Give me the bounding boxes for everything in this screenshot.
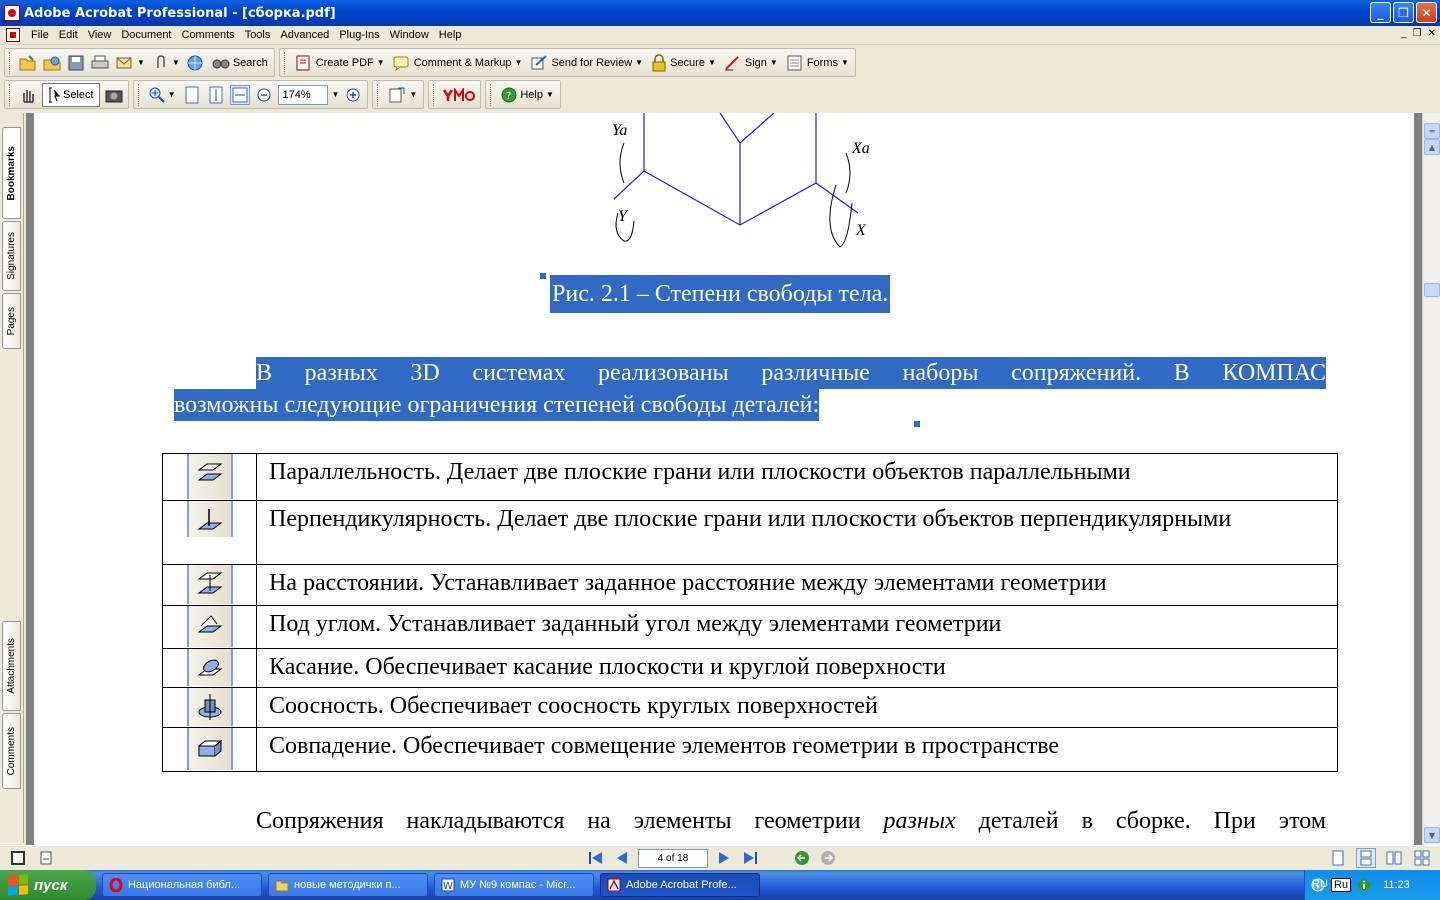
send-review-label: Send for Review (551, 56, 633, 69)
document-icon[interactable] (6, 28, 20, 42)
constraint-text: Перпендикулярность. Делает две плоские грани или плоскости объектов перпендикулярными (257, 501, 1338, 565)
start-button[interactable] (0, 870, 96, 900)
label-y: Y (618, 208, 627, 225)
menu-document[interactable]: Document (121, 29, 172, 41)
scroll-thumb[interactable] (1424, 283, 1440, 297)
doc-restore-button[interactable]: ❐ (1412, 28, 1422, 39)
menu-advanced[interactable]: Advanced (280, 29, 330, 41)
keyboard-language[interactable]: RU (1312, 878, 1328, 890)
navigation-pane-toggle-icon[interactable] (8, 848, 28, 868)
start-label: пуск (34, 876, 68, 894)
menu-plugins[interactable]: Plug-Ins (339, 29, 380, 41)
icon-cell (163, 501, 257, 565)
toolbar-grip[interactable] (433, 84, 436, 106)
close-button[interactable]: ✕ (1416, 2, 1437, 23)
window-titlebar (0, 0, 1440, 26)
tangent-icon (187, 649, 233, 686)
mates-text-a: Сопряжения накладываются на элементы геометрии (256, 808, 884, 834)
tab-bookmarks[interactable] (2, 127, 21, 219)
first-page-icon[interactable] (586, 848, 606, 868)
scroll-down-arrow[interactable]: ▼ (1424, 827, 1440, 843)
restore-button[interactable]: ❐ (1393, 2, 1414, 23)
selection-start-marker[interactable] (540, 273, 546, 279)
doc-minimize-button[interactable]: _ (1401, 28, 1407, 39)
create-pdf-label: Create PDF (315, 56, 374, 69)
yahoo-icon[interactable] (442, 85, 476, 105)
tab-signatures-label: Signatures (6, 232, 17, 280)
toolbar-grip[interactable] (377, 84, 380, 106)
status-bar (0, 845, 1440, 870)
search-label: Search (232, 56, 268, 69)
angle-icon (187, 606, 233, 647)
single-page-icon[interactable] (1328, 848, 1348, 868)
language-indicator[interactable]: Ru (1331, 878, 1351, 892)
perpendicular-icon (187, 501, 233, 537)
constraint-text: Параллельность. Делает две плоские грани или плоскости объектов параллельными (257, 454, 1338, 501)
send-review-button[interactable]: Send for Review ▼ (528, 51, 645, 75)
acrobat-app-icon (4, 5, 20, 21)
coaxial-icon (187, 688, 233, 726)
next-view-icon[interactable] (818, 848, 838, 868)
fit-width-icon[interactable] (230, 85, 250, 105)
comment-markup-label: Comment & Markup (413, 56, 512, 69)
rotate-toolbar-group (372, 80, 424, 109)
zoom-dropdown-arrow[interactable]: ▼ (331, 90, 340, 99)
folder-icon (275, 878, 289, 892)
help-button[interactable]: ? Help ▼ (499, 83, 556, 107)
intro-line-2: возможны следующие ограничения степеней свободы деталей: (174, 389, 819, 421)
icon-cell (163, 688, 257, 728)
info-tray-icon[interactable] (1357, 875, 1371, 895)
tab-attachments[interactable] (2, 621, 21, 711)
degrees-of-freedom-figure (594, 113, 914, 263)
actual-size-icon[interactable] (182, 85, 202, 105)
forms-button[interactable]: Forms ▼ (784, 51, 851, 75)
minimize-button[interactable]: _ (1370, 2, 1391, 23)
label-ya: Ya (612, 122, 628, 139)
windows-taskbar (0, 870, 1440, 900)
previous-view-icon[interactable] (792, 848, 812, 868)
mates-paragraph[interactable] (256, 805, 1326, 837)
windows-logo-icon (8, 874, 28, 896)
basic-toolbar-group (4, 80, 129, 109)
svg-text:W: W (443, 881, 453, 892)
select-tool-button[interactable] (42, 83, 100, 107)
constraint-text: На расстоянии. Устанавливает заданное расстояние между элементами геометрии (257, 565, 1338, 606)
document-viewport[interactable] (26, 113, 1422, 845)
next-page-icon[interactable] (714, 848, 734, 868)
tab-comments[interactable] (2, 713, 21, 789)
facing-icon[interactable] (1384, 848, 1404, 868)
icon-cell (163, 606, 257, 649)
scroll-up-arrow[interactable]: ▲ (1424, 139, 1440, 155)
label-xa: Xa (852, 140, 870, 157)
constraint-text: Совпадение. Обеспечивает совмещение элементов геометрии в пространстве (257, 728, 1338, 772)
icon-cell (163, 649, 257, 688)
toolbar-file (0, 47, 1440, 78)
toolbar-grip[interactable] (9, 84, 12, 106)
continuous-icon[interactable] (1356, 848, 1376, 868)
intro-line-1: В разных 3D системах реализованы различные наборы сопряжений. В КОМПАС (174, 357, 1326, 389)
split-handle[interactable]: ═ (1424, 123, 1440, 139)
table-row (163, 454, 1338, 501)
menu-edit[interactable]: Edit (58, 29, 78, 41)
zoom-toolbar-group (133, 80, 369, 109)
clock: 11:23 (1383, 879, 1410, 891)
organizer-icon[interactable] (42, 53, 62, 73)
last-page-icon[interactable] (740, 848, 760, 868)
search-button[interactable] (210, 51, 270, 75)
fit-page-icon[interactable] (206, 85, 226, 105)
constraints-table (162, 453, 1338, 772)
constraint-text: Соосность. Обеспечивает соосность круглых поверхностей (257, 688, 1338, 728)
sign-button[interactable]: Sign ▼ (722, 51, 780, 75)
taskbar-item-label: МУ №9 компас - Micr... (460, 879, 576, 891)
save-icon[interactable] (66, 53, 86, 73)
mates-text-b: деталей в сборке. При этом (955, 808, 1327, 834)
select-label: Select (63, 88, 94, 101)
table-row (163, 606, 1338, 649)
tasks-toolbar-group (279, 48, 856, 77)
secure-button[interactable]: Secure ▼ (649, 51, 718, 75)
menu-window[interactable]: Window (389, 29, 429, 41)
page-number-field[interactable]: 4 of 18 (638, 849, 708, 868)
vertical-scrollbar[interactable] (1422, 113, 1440, 845)
acrobat-icon (607, 878, 621, 892)
previous-page-icon[interactable] (612, 848, 632, 868)
icon-cell (163, 565, 257, 606)
opera-icon (109, 878, 123, 892)
secure-label: Secure (670, 56, 705, 69)
print-icon[interactable] (90, 53, 110, 73)
menu-help[interactable]: Help (438, 29, 462, 41)
figure-caption[interactable]: Рис. 2.1 – Степени свободы тела. (550, 275, 890, 313)
web-icon[interactable] (186, 53, 206, 73)
yahoo-toolbar-group (428, 80, 481, 109)
tab-comments-label: Comments (6, 726, 17, 776)
taskbar-item-label: Adobe Acrobat Profe... (626, 879, 737, 891)
tab-pages[interactable] (2, 293, 21, 349)
help-label: Help (520, 88, 543, 101)
menu-file[interactable]: File (31, 29, 49, 41)
toolbar-grip[interactable] (138, 84, 141, 106)
taskbar-item-acrobat[interactable] (600, 873, 760, 897)
menu-view[interactable]: View (87, 29, 112, 41)
taskbar-item-label: новые методички п... (294, 879, 401, 891)
selection-end-marker[interactable] (914, 421, 920, 427)
create-pdf-button[interactable]: Create PDF ▼ (293, 51, 387, 75)
file-toolbar-group (4, 48, 275, 77)
taskbar-item-word[interactable] (434, 873, 594, 897)
mates-text-em: разных (883, 808, 956, 834)
navigation-panel (0, 113, 24, 843)
doc-close-button[interactable]: ✕ (1427, 28, 1436, 39)
tab-pages-label: Pages (6, 306, 17, 336)
taskbar-item-opera[interactable] (102, 873, 262, 897)
zoom-in-tool-button[interactable]: ▼ (147, 83, 178, 107)
table-row (163, 688, 1338, 728)
label-x: X (856, 222, 866, 239)
constraint-text: Касание. Обеспечивает касание плоскости и круглой поверхности (257, 649, 1338, 688)
snapshot-icon[interactable] (104, 85, 124, 105)
menu-comments[interactable]: Comments (181, 29, 235, 41)
toolbar-view (0, 79, 1440, 110)
icon-cell (163, 728, 257, 772)
rotate-view-button[interactable]: ▼ (386, 83, 419, 107)
taskbar-item-label: Национальная библ... (128, 879, 241, 891)
taskbar-item-folder[interactable] (268, 873, 428, 897)
open-icon[interactable] (18, 53, 38, 73)
toolbar-grip[interactable] (9, 52, 12, 74)
coincidence-icon (187, 728, 233, 770)
icon-cell (163, 454, 257, 501)
table-row (163, 501, 1338, 565)
tab-bookmarks-label: Bookmarks (6, 145, 17, 201)
window-title: Adobe Acrobat Professional - [сборка.pdf] (24, 5, 336, 21)
word-icon (441, 878, 455, 892)
page-thumbnail-icon[interactable] (36, 848, 56, 868)
parallel-icon (187, 454, 233, 499)
zoom-level-input[interactable]: 174% (278, 85, 328, 105)
menu-tools[interactable]: Tools (244, 29, 271, 41)
toolbar-grip[interactable] (490, 84, 493, 106)
forms-label: Forms (806, 56, 838, 69)
sign-label: Sign (744, 56, 767, 69)
continuous-facing-icon[interactable] (1412, 848, 1432, 868)
help-toolbar-group (485, 80, 561, 109)
attach-button[interactable]: ▼ (151, 51, 182, 75)
svg-text:?: ? (506, 90, 512, 102)
pdf-page[interactable] (34, 113, 1414, 845)
distance-icon (187, 565, 233, 604)
email-button[interactable]: ▼ (114, 51, 147, 75)
menu-bar (0, 26, 1440, 45)
zoom-out-icon[interactable] (254, 85, 274, 105)
hand-tool-icon[interactable] (18, 85, 38, 105)
tab-signatures[interactable] (2, 221, 21, 291)
table-row (163, 565, 1338, 606)
constraint-text: Под углом. Устанавливает заданный угол между элементами геометрии (257, 606, 1338, 649)
toolbar-grip[interactable] (284, 52, 287, 74)
table-row (163, 728, 1338, 772)
intro-paragraph[interactable] (174, 357, 1326, 421)
table-row (163, 649, 1338, 688)
tab-attachments-label: Attachments (6, 638, 17, 694)
zoom-in-icon[interactable] (343, 85, 363, 105)
comment-markup-button[interactable]: Comment & Markup ▼ (391, 51, 525, 75)
